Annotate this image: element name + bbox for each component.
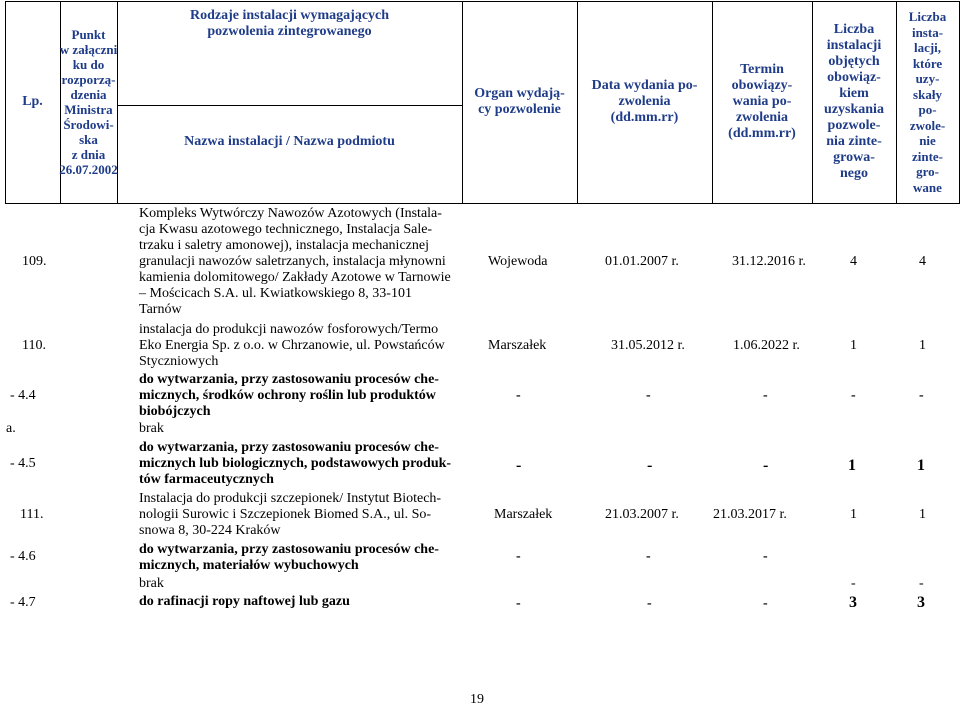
row-data: -: [646, 549, 651, 564]
row-text-line: do wytwarzania, przy zastosowaniu procesów che-: [139, 372, 439, 387]
row-lp: - 4.4: [10, 388, 36, 403]
row-text-line: biobójczych: [139, 404, 211, 419]
row-text-line: do wytwarzania, przy zastosowaniu procesów che-: [139, 440, 439, 455]
row-text-line: cja Kwasu azotowego technicznego, Instalacja Sale-: [139, 222, 433, 237]
row-text-line: do rafinacji ropy naftowej lub gazu: [139, 594, 350, 609]
row-organ: -: [516, 388, 521, 403]
header-organ: Organ wydają- cy pozwolenie: [474, 86, 565, 117]
header-inner-divider: [117, 105, 462, 106]
row-text-line: Tarnów: [139, 302, 182, 317]
row-data: -: [647, 457, 653, 474]
row-text-line: snowa 8, 30-224 Kraków: [139, 523, 281, 538]
header-termin: Termin obowiązy- wania po- zwolenia (dd.mm.rr): [728, 62, 796, 141]
row-termin: -: [763, 457, 769, 474]
row-text-line: instalacja do produkcji nawozów fosforowych/Termo: [139, 322, 439, 337]
row-liczba-uzyskaly: 3: [917, 594, 925, 611]
row-text-line: kamienia dolomitowego/ Zakłady Azotowe w Tarnowie: [139, 270, 451, 285]
row-liczba-uzyskaly: -: [919, 388, 924, 403]
row-liczba-uzyskaly: -: [919, 576, 924, 591]
header-nazwa: Nazwa instalacji / Nazwa podmiotu: [184, 134, 395, 149]
row-text-line: brak: [139, 421, 164, 436]
row-text-line: tów farmaceutycznych: [139, 472, 274, 487]
row-text-line: micznych, środków ochrony roślin lub produktów: [139, 388, 436, 403]
row-termin: -: [763, 388, 768, 403]
row-organ: -: [516, 596, 521, 611]
row-lp: - 4.6: [10, 549, 36, 564]
row-text-line: – Mościcach S.A. ul. Kwiatkowskiego 8, 33-101: [139, 286, 412, 301]
row-lp: 110.: [22, 338, 46, 353]
row-text-line: micznych lub biologicznych, podstawowych produk-: [139, 456, 452, 471]
row-text-line: Styczniowych: [139, 354, 219, 369]
row-text-line: micznych, materiałów wybuchowych: [139, 558, 359, 573]
row-data: 31.05.2012 r.: [611, 338, 685, 353]
row-liczba-uzyskaly: 1: [919, 338, 926, 353]
row-termin: 1.06.2022 r.: [733, 338, 800, 353]
row-liczba-uzyskaly: 4: [919, 254, 926, 269]
header-lp: Lp.: [22, 94, 43, 109]
row-organ: Wojewoda: [488, 254, 548, 269]
row-text-line: do wytwarzania, przy zastosowaniu procesów che-: [139, 542, 439, 557]
row-liczba-objetych: -: [851, 576, 856, 591]
row-text-line: nologii Surowic i Szczepionek Biomed S.A., ul. So-: [139, 507, 432, 522]
row-data: 01.01.2007 r.: [605, 254, 679, 269]
header-rodzaje: Rodzaje instalacji wymagających pozwolenia zintegrowanego: [189, 8, 390, 39]
header-liczba-objetych: Liczba instalacji objętych obowiąz- kiem uzyskania pozwole- nia zinte- growa- nego: [824, 22, 884, 181]
row-data: -: [647, 596, 652, 611]
row-lp: - 4.5: [10, 456, 36, 471]
row-text-line: Kompleks Wytwórczy Nawozów Azotowych (Instala-: [139, 206, 442, 221]
header-data-wydania: Data wydania po- zwolenia (dd.mm.rr): [591, 78, 698, 125]
row-text-line: Instalacja do produkcji szczepionek/ Instytut Biotech-: [139, 491, 442, 506]
row-liczba-objetych: -: [851, 388, 856, 403]
row-lp: 109.: [22, 254, 47, 269]
row-liczba-objetych: 4: [850, 254, 857, 269]
row-liczba-objetych: 1: [850, 507, 857, 522]
row-lp: - 4.7: [10, 595, 36, 610]
row-liczba-objetych: 1: [850, 338, 857, 353]
header-liczba-uzyskaly: Liczba insta- lacji, które uzy- skały po- zwole- nie zinte- gro- wane: [908, 9, 947, 195]
row-data: -: [646, 388, 651, 403]
row-liczba-objetych: 3: [849, 594, 857, 611]
row-termin: 21.03.2017 r.: [713, 507, 787, 522]
row-liczba-uzyskaly: 1: [917, 457, 925, 474]
row-data: 21.03.2007 r.: [605, 507, 679, 522]
row-lp: a.: [6, 421, 16, 436]
header-bottom-border: [5, 203, 960, 204]
row-liczba-objetych: 1: [848, 457, 856, 474]
header-punkt: Punkt w załączni ku do rozporzą- dzenia Ministra Środowi- ska z dnia 26.07.2002: [59, 27, 118, 177]
row-termin: -: [763, 549, 768, 564]
row-organ: Marszałek: [494, 507, 553, 522]
page-number: 19: [470, 692, 484, 707]
row-text-line: Eko Energia Sp. z o.o. w Chrzanowie, ul. Powstańców: [139, 338, 445, 353]
row-text-line: trzaku i saletry amonowej), instalacja mechanicznej: [139, 238, 429, 253]
row-text-line: brak: [139, 576, 164, 591]
row-termin: 31.12.2016 r.: [732, 254, 806, 269]
row-termin: -: [763, 596, 768, 611]
row-organ: -: [516, 549, 521, 564]
row-organ: -: [516, 457, 522, 474]
row-organ: Marszałek: [488, 338, 547, 353]
row-text-line: granulacji nawozów saletrzanych, instalacja młynowni: [139, 254, 446, 269]
row-liczba-uzyskaly: 1: [919, 507, 926, 522]
row-lp: 111.: [20, 507, 44, 522]
